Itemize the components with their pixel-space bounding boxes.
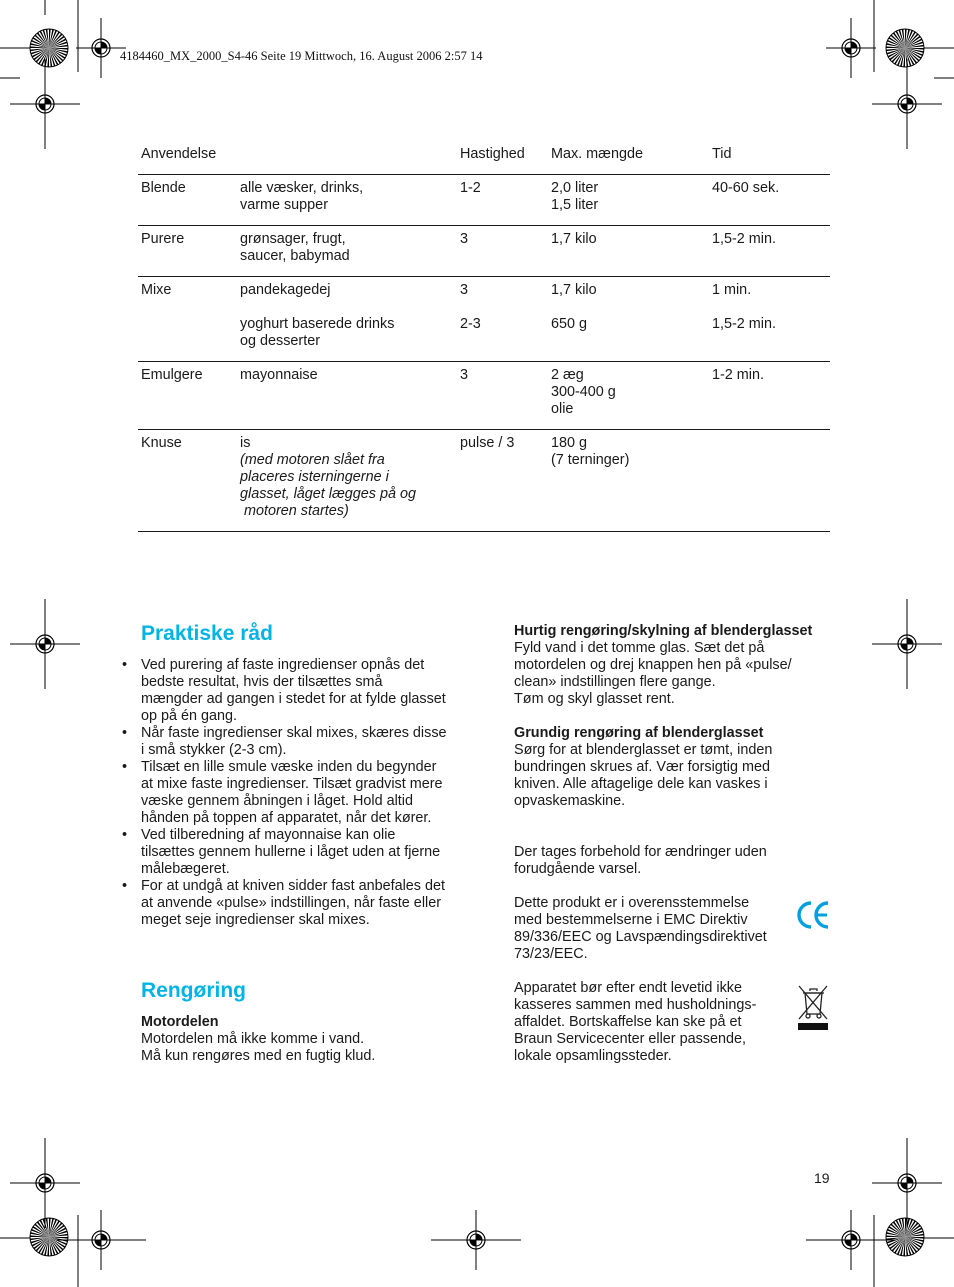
list-item <box>122 657 462 725</box>
cell-use: Emulgere <box>141 367 203 383</box>
thorough-clean-line: kniven. Alle aftagelige dele kan vaskes i <box>514 776 768 792</box>
quick-clean-line: clean» indstillingen flere gange. <box>514 674 716 690</box>
cell-items <box>240 282 394 350</box>
registration-mark <box>76 18 126 78</box>
list-item <box>122 827 462 878</box>
cell-line: 1,5 liter <box>551 197 599 213</box>
notice-line: Dette produkt er i overensstemmelse <box>514 895 750 911</box>
registration-mark <box>10 59 80 149</box>
table-rule <box>138 531 830 532</box>
cell-line <box>712 299 776 316</box>
motor-heading: Motordelen <box>141 1014 219 1030</box>
list-item-line: mængder ad gangen i stedet for at fylde glasset <box>141 691 446 707</box>
list-item-line: at anvende «pulse» indstillingen, når faste eller <box>141 895 442 911</box>
cell-amount <box>551 180 598 214</box>
registration-mark <box>872 599 942 689</box>
cell-line: 3 <box>460 282 469 298</box>
registration-mark <box>806 1210 896 1270</box>
star-target-mark <box>886 29 924 67</box>
notice-line: med bestemmelserne i EMC Direktiv <box>514 912 748 928</box>
cell-line: 2-3 <box>460 316 481 332</box>
cell-line: grønsager, frugt, <box>240 231 346 247</box>
star-target-mark <box>30 1218 68 1256</box>
cell-line <box>551 299 597 316</box>
col-header-speed: Hastighed <box>460 146 525 162</box>
registration-mark <box>872 59 942 149</box>
registration-mark <box>10 1138 80 1228</box>
list-item-line: målebægeret. <box>141 861 230 877</box>
thorough-clean-heading: Grundig rengøring af blenderglasset <box>514 725 764 741</box>
cell-amount <box>551 435 629 469</box>
notice-line: kasseres sammen med husholdnings- <box>514 997 757 1013</box>
thorough-clean-line: Sørg for at blenderglasset er tømt, inden <box>514 742 773 758</box>
cell-speed <box>460 282 481 333</box>
list-item-line: at mixe faste ingredienser. Tilsæt gradvist mere <box>141 776 443 792</box>
cell-note-line: glasset, låget lægges på og <box>240 486 417 502</box>
cell-time: 1-2 min. <box>712 367 764 383</box>
print-header: 4184460_MX_2000_S4-46 Seite 19 Mittwoch, 16. August 2006 2:57 14 <box>120 49 483 63</box>
quick-clean-line: Fyld vand i det tomme glas. Sæt det på <box>514 640 765 656</box>
cell-line: varme supper <box>240 197 328 213</box>
tips-heading: Praktiske råd <box>141 622 273 645</box>
registration-mark <box>56 1210 146 1270</box>
col-header-amount: Max. mængde <box>551 146 643 162</box>
cell-line: 300-400 g <box>551 384 616 400</box>
ce-mark-icon <box>795 898 831 932</box>
cell-speed: 3 <box>460 367 469 383</box>
quick-clean-line: Tøm og skyl glasset rent. <box>514 691 675 707</box>
cell-use: Blende <box>141 180 186 196</box>
table-rule <box>138 276 830 277</box>
list-item-line: op på én gang. <box>141 708 238 724</box>
star-target-mark <box>886 1218 924 1256</box>
notice-line: 73/23/EEC. <box>514 946 588 962</box>
table-rule <box>138 429 830 430</box>
notice-line: lokale opsamlingssteder. <box>514 1048 672 1064</box>
cell-items: mayonnaise <box>240 367 318 383</box>
list-item <box>122 759 462 827</box>
cell-line: pandekagedej <box>240 282 331 298</box>
cell-line: 1,7 kilo <box>551 282 597 298</box>
bullet-icon: • <box>122 878 128 894</box>
bullet-icon: • <box>122 827 128 843</box>
col-header-time: Tid <box>712 146 732 162</box>
cell-line <box>460 299 481 316</box>
cell-line: og desserter <box>240 333 320 349</box>
cell-line: yoghurt baserede drinks <box>240 316 395 332</box>
list-item-line: i små stykker (2-3 cm). <box>141 742 287 758</box>
registration-mark <box>826 18 876 78</box>
cell-time: 1,5-2 min. <box>712 231 776 247</box>
quick-clean-line: motordelen og drej knappen hen på «pulse/ <box>514 657 792 673</box>
registration-mark <box>10 599 80 689</box>
reservation-notice <box>514 844 814 878</box>
list-item-line: Ved purering af faste ingredienser opnås det <box>141 657 425 673</box>
tips-list <box>122 657 462 929</box>
bullet-icon: • <box>122 657 128 673</box>
list-item-line: Tilsæt en lille smule væske inden du begynder <box>141 759 437 775</box>
cell-use: Mixe <box>141 282 172 298</box>
registration-mark <box>872 1138 942 1228</box>
table-rule <box>138 361 830 362</box>
bullet-icon: • <box>122 725 128 741</box>
cell-use: Knuse <box>141 435 182 451</box>
list-item <box>122 725 462 759</box>
cell-items <box>240 231 350 265</box>
cell-items <box>240 435 416 520</box>
cell-line: alle væsker, drinks, <box>240 180 364 196</box>
disposal-notice <box>514 980 794 1065</box>
list-item-line: meget seje ingredienser skal mixes. <box>141 912 370 928</box>
cell-time: 40-60 sek. <box>712 180 780 196</box>
quick-clean-heading: Hurtig rengøring/skylning af blenderglasset <box>514 623 813 639</box>
cell-line: (7 terninger) <box>551 452 630 468</box>
cell-time <box>712 282 776 333</box>
cell-note-line: motoren startes) <box>240 503 349 519</box>
cell-line: 1 min. <box>712 282 752 298</box>
notice-line: Der tages forbehold for ændringer uden <box>514 844 767 860</box>
list-item-line: hånden på toppen af apparatet, når det kører. <box>141 810 432 826</box>
cell-line: 650 g <box>551 316 588 332</box>
cell-line: 2,0 liter <box>551 180 599 196</box>
list-item-line: bedste resultat, hvis der tilsættes små <box>141 674 383 690</box>
page-number: 19 <box>814 1170 830 1186</box>
cell-use: Purere <box>141 231 185 247</box>
crossed-out-wheelie-bin-icon <box>796 983 830 1033</box>
cell-note-line: placeres isterningerne i <box>240 469 389 485</box>
cell-items <box>240 180 363 214</box>
table-rule <box>138 225 830 226</box>
cell-speed: pulse / 3 <box>460 435 515 451</box>
conformity-notice <box>514 895 794 963</box>
registration-mark <box>431 1210 521 1270</box>
thorough-clean-section <box>514 725 844 810</box>
list-item-line: Ved tilberedning af mayonnaise kan olie <box>141 827 396 843</box>
list-item-line: For at undgå at kniven sidder fast anbefales det <box>141 878 445 894</box>
cell-amount: 1,7 kilo <box>551 231 597 247</box>
bullet-icon: • <box>122 759 128 775</box>
cell-line: olie <box>551 401 574 417</box>
motor-line: Må kun rengøres med en fugtig klud. <box>141 1048 376 1064</box>
cell-note-line: (med motoren slået fra <box>240 452 385 468</box>
cell-line <box>240 299 394 316</box>
quick-clean-section <box>514 623 844 708</box>
list-item-line: væske gennem åbningen i låget. Hold altid <box>141 793 413 809</box>
list-item <box>122 878 462 929</box>
cleaning-heading: Rengøring <box>141 979 246 1002</box>
notice-line: Apparatet bør efter endt levetid ikke <box>514 980 742 996</box>
notice-line: 89/336/EEC og Lavspændingsdirektivet <box>514 929 767 945</box>
list-item-line: Når faste ingredienser skal mixes, skæres disse <box>141 725 447 741</box>
cell-line: saucer, babymad <box>240 248 350 264</box>
thorough-clean-line: bundringen skrues af. Vær forsigtig med <box>514 759 770 775</box>
cell-line: 1,5-2 min. <box>712 316 776 332</box>
cell-line: 2 æg <box>551 367 584 383</box>
thorough-clean-line: opvaskemaskine. <box>514 793 626 809</box>
cell-amount <box>551 367 616 418</box>
cell-speed: 3 <box>460 231 469 247</box>
motor-section <box>141 1014 471 1065</box>
table-rule <box>138 174 830 175</box>
motor-line: Motordelen må ikke komme i vand. <box>141 1031 365 1047</box>
col-header-use: Anvendelse <box>141 146 217 162</box>
notice-line: affaldet. Bortskaffelse kan ske på et <box>514 1014 742 1030</box>
star-target-mark <box>30 29 68 67</box>
cell-line: 180 g <box>551 435 588 451</box>
notice-line: Braun Servicecenter eller passende, <box>514 1031 746 1047</box>
list-item-line: tilsættes gennem hullerne i låget uden at fjerne <box>141 844 441 860</box>
cell-amount <box>551 282 597 333</box>
cell-speed: 1-2 <box>460 180 481 196</box>
notice-line: forudgående varsel. <box>514 861 642 877</box>
cell-line: is <box>240 435 251 451</box>
